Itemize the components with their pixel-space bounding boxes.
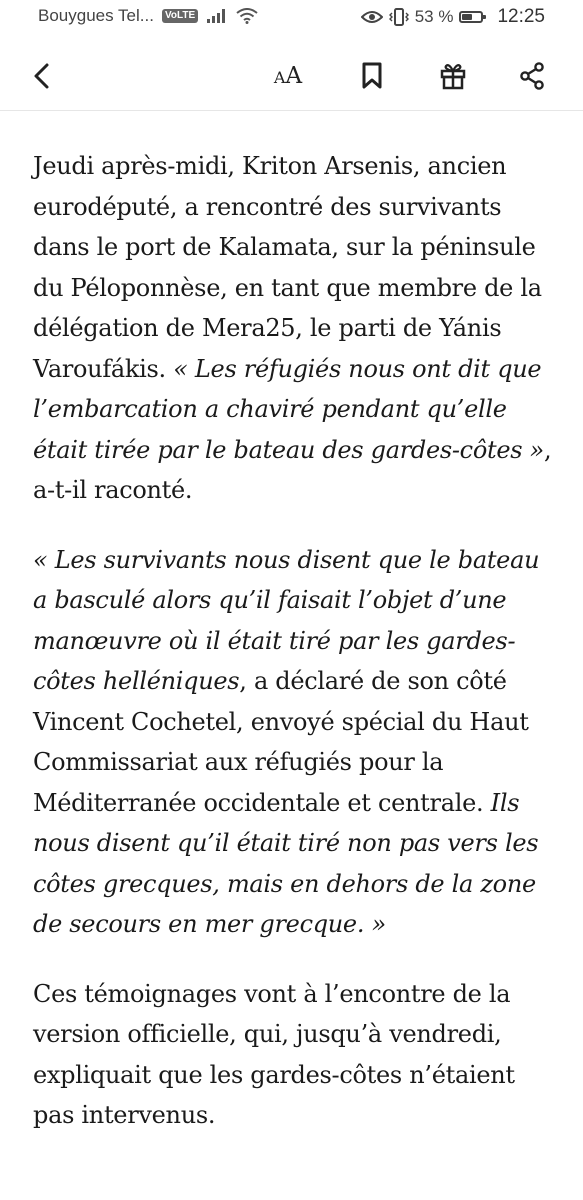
paragraph-1-text: Jeudi après-midi, Kriton Arsenis, ancien eurodéputé, a rencontré des survivants dans le port de Kalamata, sur la péninsule du Péloponnèse, en tant que membre de la délégation de Mera25, le parti de Yánis Varoufákis.	[33, 152, 542, 383]
battery-level	[462, 14, 472, 20]
back-button[interactable]	[22, 56, 62, 96]
article-body	[33, 146, 555, 1165]
eye-icon	[361, 9, 383, 25]
paragraph-2-middle: , a déclaré de son côté Vincent Cochetel, envoyé spécial du Haut Commissariat aux réfugiés pour la Méditerranée occidentale et centrale.	[33, 667, 529, 817]
share-icon	[519, 62, 545, 90]
signal-icon	[206, 8, 228, 24]
gift-button[interactable]	[433, 56, 473, 96]
paragraph-1-tail: , a-t-il raconté.	[33, 435, 552, 504]
font-size-button[interactable]	[268, 56, 308, 96]
font-size-small-glyph: A	[273, 68, 286, 87]
status-left	[38, 6, 258, 26]
article-toolbar	[0, 40, 583, 111]
paragraph-2-quote-2: Ils nous disent qu’il était tiré non pas vers les côtes grecques, mais en dehors de la zone de secours en mer grecque. »	[33, 788, 539, 938]
paragraph-2-quote: « Les survivants nous disent que le bateau a basculé alors qu’il faisait l’objet d’une manœuvre où il était tiré par les gardes-côtes helléniques	[33, 545, 540, 695]
paragraph-1-quote: « Les réfugiés nous ont dit que l’embarcation a chaviré pendant qu’elle était tirée par le bateau des gardes-côtes »	[33, 354, 544, 464]
font-size-icon	[274, 63, 302, 89]
gift-icon	[440, 62, 466, 90]
article-paragraph-2	[33, 540, 555, 945]
vibrate-icon	[389, 8, 409, 26]
font-size-big-glyph: A	[285, 63, 303, 89]
bookmark-icon	[361, 62, 383, 90]
share-button[interactable]	[512, 56, 552, 96]
volte-badge: VoLTE	[162, 9, 198, 23]
back-arrow-icon	[30, 62, 54, 90]
battery-icon	[459, 11, 483, 23]
article-paragraph-3: Ces témoignages vont à l’encontre de la version officielle, qui, jusqu’à vendredi, expliquait que les gardes-côtes n’étaient pas intervenus.	[33, 979, 515, 1129]
status-right	[361, 6, 545, 28]
article-paragraph-1	[33, 146, 555, 511]
wifi-icon	[236, 8, 258, 24]
carrier-name: Bouygues Tel...	[38, 6, 154, 25]
battery-percent: 53 %	[414, 7, 454, 26]
status-bar	[0, 0, 583, 32]
bookmark-button[interactable]	[352, 56, 392, 96]
status-time: 12:25	[497, 6, 545, 27]
